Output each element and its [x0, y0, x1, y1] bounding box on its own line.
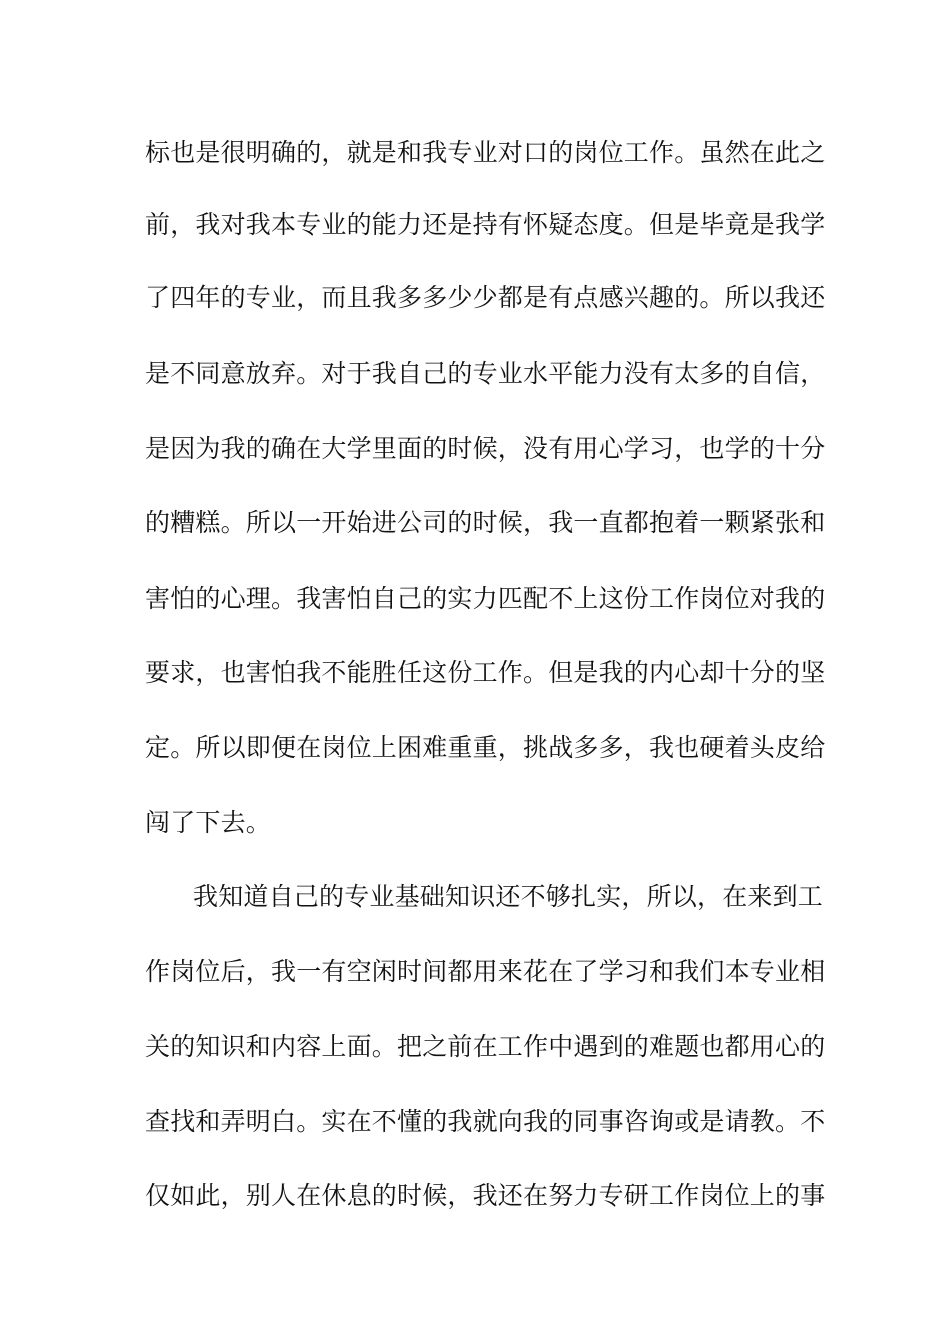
text-line: 了四年的专业，而且我多多少少都是有点感兴趣的。所以我还	[145, 283, 826, 312]
text-line: 定。所以即便在岗位上困难重重，挑战多多，我也硬着头皮给	[145, 733, 826, 762]
text-line: 关的知识和内容上面。把之前在工作中遇到的难题也都用心的	[145, 1032, 826, 1061]
text-line: 是不同意放弃。对于我自己的专业水平能力没有太多的自信，	[145, 359, 826, 388]
text-line: 标也是很明确的，就是和我专业对口的岗位工作。虽然在此之	[145, 138, 826, 167]
text-line: 查找和弄明白。实在不懂的我就向我的同事咨询或是请教。不	[145, 1107, 826, 1136]
text-line: 要求，也害怕我不能胜任这份工作。但是我的内心却十分的坚	[145, 658, 826, 687]
text-line: 作岗位后，我一有空闲时间都用来花在了学习和我们本专业相	[145, 957, 826, 986]
text-line: 前，我对我本专业的能力还是持有怀疑态度。但是毕竟是我学	[145, 210, 826, 239]
text-line: 的糟糕。所以一开始进公司的时候，我一直都抱着一颗紧张和	[145, 508, 826, 537]
text-line: 害怕的心理。我害怕自己的实力匹配不上这份工作岗位对我的	[145, 584, 826, 613]
text-line: 是因为我的确在大学里面的时候，没有用心学习，也学的十分	[145, 434, 826, 463]
text-line: 仅如此，别人在休息的时候，我还在努力专研工作岗位上的事	[145, 1181, 826, 1210]
paragraph-first-line: 我知道自己的专业基础知识还不够扎实，所以，在来到工	[193, 882, 824, 911]
text-line: 闯了下去。	[145, 808, 272, 837]
